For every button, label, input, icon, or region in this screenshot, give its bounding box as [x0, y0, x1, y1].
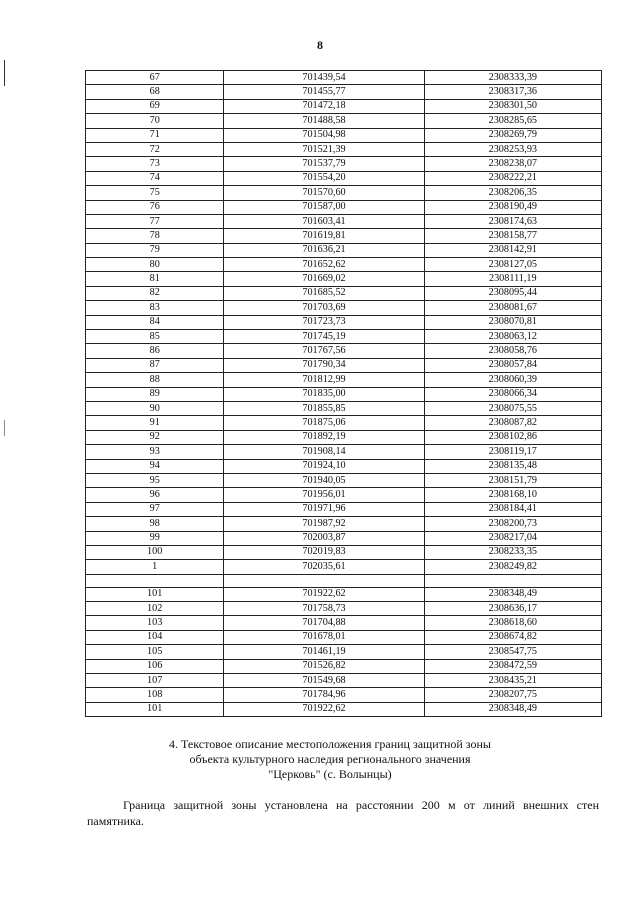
point-number-cell: 82 — [86, 286, 224, 300]
point-number-cell: 104 — [86, 630, 224, 644]
point-number-cell: 74 — [86, 171, 224, 185]
y-coordinate-cell: 2308151,79 — [424, 473, 601, 487]
table-row — [86, 445, 602, 459]
table-row — [86, 430, 602, 444]
table-row — [86, 142, 602, 156]
table-row — [86, 659, 602, 673]
point-number-cell: 88 — [86, 373, 224, 387]
point-number-cell: 97 — [86, 502, 224, 516]
y-coordinate-cell: 2308081,67 — [424, 301, 601, 315]
y-coordinate-cell: 2308333,39 — [424, 71, 601, 85]
section-heading — [100, 737, 560, 782]
table-row — [86, 128, 602, 142]
point-number-cell: 100 — [86, 545, 224, 559]
point-number-cell: 103 — [86, 616, 224, 630]
table-row — [86, 560, 602, 574]
x-coordinate-cell: 701892,19 — [224, 430, 424, 444]
table-row — [86, 630, 602, 644]
y-coordinate-cell: 2308174,63 — [424, 214, 601, 228]
page-number: 8 — [317, 38, 323, 52]
y-coordinate-cell: 2308135,48 — [424, 459, 601, 473]
margin-line — [4, 60, 5, 86]
x-coordinate-cell: 701835,00 — [224, 387, 424, 401]
y-coordinate-cell: 2308249,82 — [424, 560, 601, 574]
table-row — [86, 387, 602, 401]
x-coordinate-cell — [224, 574, 424, 587]
x-coordinate-cell: 701504,98 — [224, 128, 424, 142]
x-coordinate-cell: 701521,39 — [224, 142, 424, 156]
y-coordinate-cell: 2308142,91 — [424, 243, 601, 257]
x-coordinate-cell: 701678,01 — [224, 630, 424, 644]
x-coordinate-cell: 701703,69 — [224, 301, 424, 315]
x-coordinate-cell: 701669,02 — [224, 272, 424, 286]
x-coordinate-cell: 701908,14 — [224, 445, 424, 459]
x-coordinate-cell: 701784,96 — [224, 688, 424, 702]
y-coordinate-cell: 2308190,49 — [424, 200, 601, 214]
point-number-cell: 87 — [86, 358, 224, 372]
table-row — [86, 674, 602, 688]
x-coordinate-cell: 701987,92 — [224, 517, 424, 531]
point-number-cell: 106 — [86, 659, 224, 673]
x-coordinate-cell: 701855,85 — [224, 401, 424, 415]
y-coordinate-cell: 2308206,35 — [424, 186, 601, 200]
point-number-cell: 93 — [86, 445, 224, 459]
table-row — [86, 229, 602, 243]
y-coordinate-cell: 2308127,05 — [424, 258, 601, 272]
point-number-cell: 81 — [86, 272, 224, 286]
y-coordinate-cell: 2308111,19 — [424, 272, 601, 286]
table-row — [86, 488, 602, 502]
point-number-cell: 85 — [86, 330, 224, 344]
y-coordinate-cell: 2308253,93 — [424, 142, 601, 156]
point-number-cell: 108 — [86, 688, 224, 702]
x-coordinate-cell: 701603,41 — [224, 214, 424, 228]
y-coordinate-cell: 2308674,82 — [424, 630, 601, 644]
x-coordinate-cell: 701704,88 — [224, 616, 424, 630]
y-coordinate-cell: 2308317,36 — [424, 85, 601, 99]
point-number-cell: 107 — [86, 674, 224, 688]
point-number-cell: 101 — [86, 702, 224, 716]
point-number-cell: 101 — [86, 587, 224, 601]
y-coordinate-cell: 2308238,07 — [424, 157, 601, 171]
coordinates-table — [85, 70, 602, 717]
section-heading-line-1: 4. Текстовое описание местоположения границ защитной зоны — [169, 737, 491, 751]
y-coordinate-cell: 2308217,04 — [424, 531, 601, 545]
section-heading-line-3: "Церковь" (с. Волынцы) — [268, 767, 392, 781]
table-row — [86, 344, 602, 358]
point-number-cell: 86 — [86, 344, 224, 358]
y-coordinate-cell: 2308207,75 — [424, 688, 601, 702]
table-row — [86, 587, 602, 601]
point-number-cell: 99 — [86, 531, 224, 545]
table-row — [86, 531, 602, 545]
table-row — [86, 416, 602, 430]
y-coordinate-cell: 2308057,84 — [424, 358, 601, 372]
table-row — [86, 574, 602, 587]
x-coordinate-cell: 701619,81 — [224, 229, 424, 243]
table-row — [86, 688, 602, 702]
table-row — [86, 171, 602, 185]
y-coordinate-cell: 2308168,10 — [424, 488, 601, 502]
point-number-cell — [86, 574, 224, 587]
point-number-cell: 70 — [86, 114, 224, 128]
y-coordinate-cell: 2308200,73 — [424, 517, 601, 531]
y-coordinate-cell: 2308119,17 — [424, 445, 601, 459]
table-row — [86, 286, 602, 300]
point-number-cell: 73 — [86, 157, 224, 171]
point-number-cell: 92 — [86, 430, 224, 444]
point-number-cell: 77 — [86, 214, 224, 228]
point-number-cell: 1 — [86, 560, 224, 574]
point-number-cell: 68 — [86, 85, 224, 99]
x-coordinate-cell: 702003,87 — [224, 531, 424, 545]
x-coordinate-cell: 701875,06 — [224, 416, 424, 430]
table-row — [86, 645, 602, 659]
y-coordinate-cell: 2308285,65 — [424, 114, 601, 128]
x-coordinate-cell: 701758,73 — [224, 602, 424, 616]
point-number-cell: 96 — [86, 488, 224, 502]
point-number-cell: 83 — [86, 301, 224, 315]
y-coordinate-cell: 2308233,35 — [424, 545, 601, 559]
y-coordinate-cell: 2308075,55 — [424, 401, 601, 415]
x-coordinate-cell: 701554,20 — [224, 171, 424, 185]
x-coordinate-cell: 701685,52 — [224, 286, 424, 300]
x-coordinate-cell: 701488,58 — [224, 114, 424, 128]
table-row — [86, 315, 602, 329]
x-coordinate-cell: 702019,83 — [224, 545, 424, 559]
body-paragraph: Граница защитной зоны установлена на расстоянии 200 м от линий внешних стен памятника. — [87, 798, 599, 828]
table-row — [86, 517, 602, 531]
point-number-cell: 75 — [86, 186, 224, 200]
table-row — [86, 459, 602, 473]
y-coordinate-cell: 2308158,77 — [424, 229, 601, 243]
table-row — [86, 373, 602, 387]
y-coordinate-cell: 2308087,82 — [424, 416, 601, 430]
x-coordinate-cell: 702035,61 — [224, 560, 424, 574]
point-number-cell: 78 — [86, 229, 224, 243]
y-coordinate-cell: 2308184,41 — [424, 502, 601, 516]
y-coordinate-cell: 2308063,12 — [424, 330, 601, 344]
table-row — [86, 114, 602, 128]
x-coordinate-cell: 701924,10 — [224, 459, 424, 473]
margin-line — [4, 420, 5, 436]
y-coordinate-cell: 2308348,49 — [424, 587, 601, 601]
x-coordinate-cell: 701652,62 — [224, 258, 424, 272]
x-coordinate-cell: 701439,54 — [224, 71, 424, 85]
x-coordinate-cell: 701723,73 — [224, 315, 424, 329]
y-coordinate-cell: 2308058,76 — [424, 344, 601, 358]
table-row — [86, 473, 602, 487]
y-coordinate-cell: 2308472,59 — [424, 659, 601, 673]
table-row — [86, 330, 602, 344]
point-number-cell: 94 — [86, 459, 224, 473]
table-row — [86, 545, 602, 559]
table-row — [86, 99, 602, 113]
point-number-cell: 72 — [86, 142, 224, 156]
table-row — [86, 502, 602, 516]
table-row — [86, 702, 602, 716]
y-coordinate-cell: 2308102,86 — [424, 430, 601, 444]
point-number-cell: 91 — [86, 416, 224, 430]
table-row — [86, 358, 602, 372]
y-coordinate-cell: 2308060,39 — [424, 373, 601, 387]
point-number-cell: 102 — [86, 602, 224, 616]
point-number-cell: 67 — [86, 71, 224, 85]
x-coordinate-cell: 701790,34 — [224, 358, 424, 372]
table-row — [86, 243, 602, 257]
x-coordinate-cell: 701455,77 — [224, 85, 424, 99]
point-number-cell: 98 — [86, 517, 224, 531]
table-row — [86, 186, 602, 200]
table-row — [86, 214, 602, 228]
y-coordinate-cell: 2308066,34 — [424, 387, 601, 401]
x-coordinate-cell: 701922,62 — [224, 587, 424, 601]
x-coordinate-cell: 701956,01 — [224, 488, 424, 502]
x-coordinate-cell: 701812,99 — [224, 373, 424, 387]
point-number-cell: 69 — [86, 99, 224, 113]
x-coordinate-cell: 701461,19 — [224, 645, 424, 659]
point-number-cell: 90 — [86, 401, 224, 415]
table-row — [86, 272, 602, 286]
y-coordinate-cell: 2308301,50 — [424, 99, 601, 113]
coordinates-table-body — [86, 71, 602, 717]
table-row — [86, 200, 602, 214]
x-coordinate-cell: 701587,00 — [224, 200, 424, 214]
point-number-cell: 79 — [86, 243, 224, 257]
x-coordinate-cell: 701971,96 — [224, 502, 424, 516]
y-coordinate-cell: 2308618,60 — [424, 616, 601, 630]
y-coordinate-cell: 2308070,81 — [424, 315, 601, 329]
y-coordinate-cell: 2308348,49 — [424, 702, 601, 716]
table-row — [86, 301, 602, 315]
x-coordinate-cell: 701472,18 — [224, 99, 424, 113]
table-row — [86, 616, 602, 630]
x-coordinate-cell: 701745,19 — [224, 330, 424, 344]
table-row — [86, 157, 602, 171]
y-coordinate-cell: 2308547,75 — [424, 645, 601, 659]
y-coordinate-cell: 2308435,21 — [424, 674, 601, 688]
table-row — [86, 602, 602, 616]
y-coordinate-cell: 2308095,44 — [424, 286, 601, 300]
x-coordinate-cell: 701636,21 — [224, 243, 424, 257]
x-coordinate-cell: 701537,79 — [224, 157, 424, 171]
point-number-cell: 105 — [86, 645, 224, 659]
y-coordinate-cell: 2308269,79 — [424, 128, 601, 142]
point-number-cell: 71 — [86, 128, 224, 142]
x-coordinate-cell: 701922,62 — [224, 702, 424, 716]
y-coordinate-cell: 2308222,21 — [424, 171, 601, 185]
point-number-cell: 84 — [86, 315, 224, 329]
y-coordinate-cell — [424, 574, 601, 587]
x-coordinate-cell: 701940,05 — [224, 473, 424, 487]
x-coordinate-cell: 701570,60 — [224, 186, 424, 200]
x-coordinate-cell: 701526,82 — [224, 659, 424, 673]
point-number-cell: 95 — [86, 473, 224, 487]
x-coordinate-cell: 701767,56 — [224, 344, 424, 358]
table-row — [86, 401, 602, 415]
table-row — [86, 258, 602, 272]
point-number-cell: 80 — [86, 258, 224, 272]
section-heading-line-2: объекта культурного наследия регионального значения — [189, 752, 471, 766]
y-coordinate-cell: 2308636,17 — [424, 602, 601, 616]
x-coordinate-cell: 701549,68 — [224, 674, 424, 688]
table-row — [86, 85, 602, 99]
point-number-cell: 89 — [86, 387, 224, 401]
table-row — [86, 71, 602, 85]
point-number-cell: 76 — [86, 200, 224, 214]
